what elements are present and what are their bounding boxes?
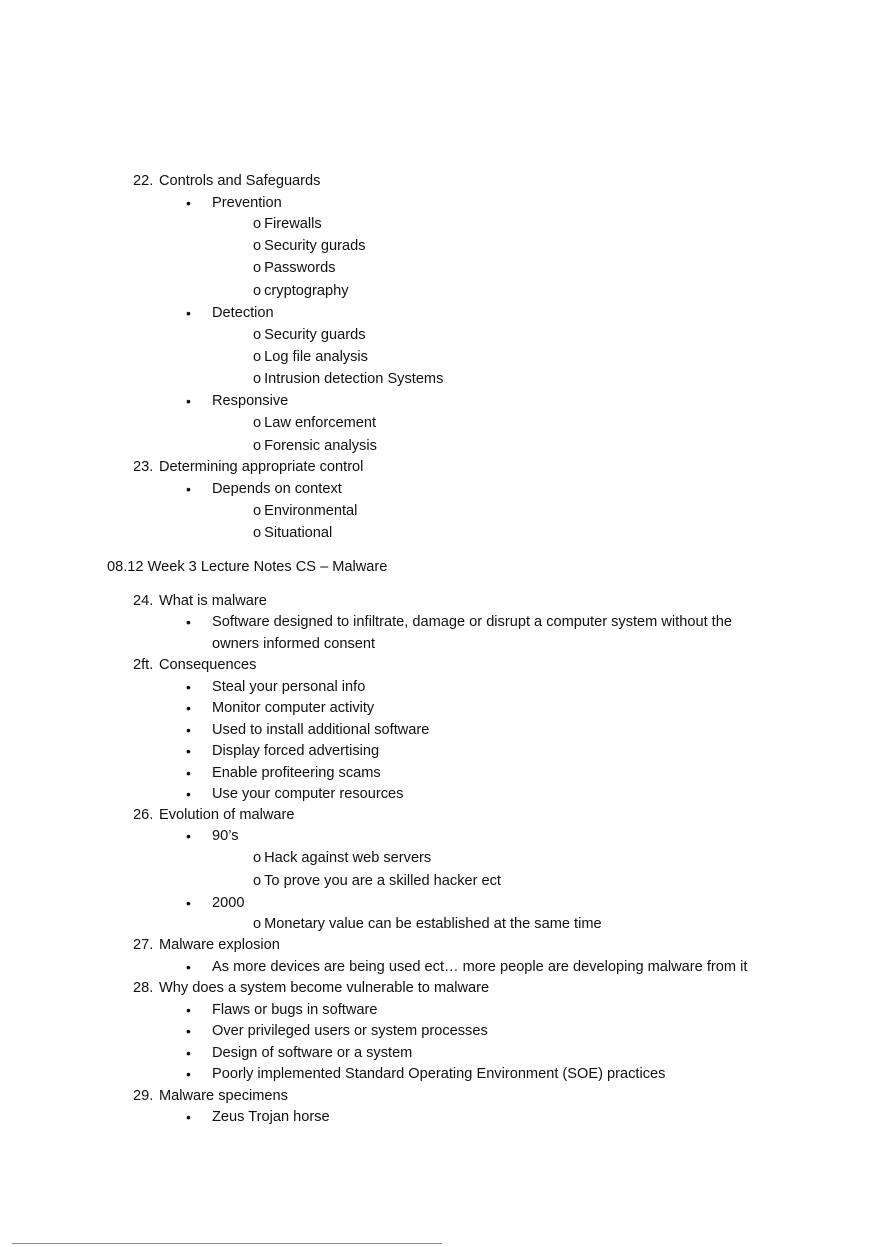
bullet-text-continued: owners informed consent xyxy=(212,636,376,652)
item-number: 29. xyxy=(133,1088,154,1104)
sub-item-text: Hack against web servers xyxy=(264,850,432,866)
sub-item xyxy=(253,214,322,234)
item-title: Malware explosion xyxy=(159,937,280,953)
sub-item-text: Forensic analysis xyxy=(264,438,377,454)
sub-item-text: Security guards xyxy=(264,327,366,343)
circle-bullet-icon: o xyxy=(253,850,262,866)
bullet-text: Use your computer resources xyxy=(212,786,404,802)
circle-bullet-icon: o xyxy=(253,371,262,387)
bullet-icon: • xyxy=(186,195,191,211)
circle-bullet-icon: o xyxy=(253,415,262,431)
item-number: 23. xyxy=(133,459,154,475)
circle-bullet-icon: o xyxy=(253,525,262,541)
sub-item xyxy=(253,281,349,301)
sub-item xyxy=(253,914,602,934)
sub-item xyxy=(253,523,332,543)
bullet-icon: • xyxy=(186,786,191,802)
bullet-icon: • xyxy=(186,959,191,975)
circle-bullet-icon: o xyxy=(253,216,262,232)
list-item-26 xyxy=(133,805,294,825)
circle-bullet-icon: o xyxy=(253,238,262,254)
sub-item xyxy=(253,258,336,278)
sub-item-text: Law enforcement xyxy=(264,415,377,431)
sub-item-text: To prove you are a skilled hacker ect xyxy=(264,873,501,889)
bullet-text: Display forced advertising xyxy=(212,743,380,759)
circle-bullet-icon: o xyxy=(253,438,262,454)
footer-divider xyxy=(12,1243,442,1244)
sub-item xyxy=(253,848,431,868)
bullet-text: Software designed to infiltrate, damage or disrupt a computer system without the xyxy=(212,614,732,630)
item-title: Malware specimens xyxy=(159,1088,288,1104)
bullet-icon: • xyxy=(186,743,191,759)
bullet-text: Flaws or bugs in software xyxy=(212,1002,378,1018)
bullet-context: Depends on context xyxy=(212,481,342,497)
bullet-prevention: Prevention xyxy=(212,195,282,211)
item-title: Evolution of malware xyxy=(159,807,295,823)
circle-bullet-icon: o xyxy=(253,503,262,519)
sub-item xyxy=(253,325,366,345)
bullet-icon: • xyxy=(186,1002,191,1018)
list-item-24 xyxy=(133,591,267,611)
bullet-responsive: Responsive xyxy=(212,393,289,409)
circle-bullet-icon: o xyxy=(253,327,262,343)
bullet-icon: • xyxy=(186,700,191,716)
bullet-icon: • xyxy=(186,614,191,630)
item-number: 27. xyxy=(133,937,154,953)
bullet-icon: • xyxy=(186,722,191,738)
circle-bullet-icon: o xyxy=(253,283,262,299)
circle-bullet-icon: o xyxy=(253,349,262,365)
sub-item-text: Situational xyxy=(264,525,333,541)
bullet-icon: • xyxy=(186,1066,191,1082)
item-number: 26. xyxy=(133,807,154,823)
sub-item-text: Passwords xyxy=(264,260,336,276)
item-title: Consequences xyxy=(159,657,257,673)
bullet-text: 90’s xyxy=(212,828,239,844)
list-item-22 xyxy=(133,171,320,191)
sub-item-text: cryptography xyxy=(264,283,349,299)
item-title: What is malware xyxy=(159,593,267,609)
bullet-text: Poorly implemented Standard Operating Environment (SOE) practices xyxy=(212,1066,666,1082)
list-item-23 xyxy=(133,457,363,477)
sub-item-text: Firewalls xyxy=(264,216,322,232)
bullet-icon: • xyxy=(186,679,191,695)
bullet-icon: • xyxy=(186,1109,191,1125)
sub-item-text: Intrusion detection Systems xyxy=(264,371,444,387)
sub-item xyxy=(253,347,368,367)
item-title: Determining appropriate control xyxy=(159,459,364,475)
list-item-29 xyxy=(133,1086,288,1106)
bullet-text: Steal your personal info xyxy=(212,679,366,695)
item-number: 22. xyxy=(133,173,154,189)
list-item-27 xyxy=(133,935,280,955)
section-heading: 08.12 Week 3 Lecture Notes CS – Malware xyxy=(107,559,388,575)
bullet-detection: Detection xyxy=(212,305,274,321)
sub-item xyxy=(253,369,443,389)
sub-item xyxy=(253,436,377,456)
sub-item-text: Monetary value can be established at the same time xyxy=(264,916,602,932)
sub-item xyxy=(253,871,501,891)
item-title: Why does a system become vulnerable to malware xyxy=(159,980,490,996)
bullet-icon: • xyxy=(186,765,191,781)
sub-item xyxy=(253,236,366,256)
list-item-25 xyxy=(133,655,256,675)
bullet-text: As more devices are being used ect… more people are developing malware from it xyxy=(212,959,748,975)
sub-item xyxy=(253,413,376,433)
bullet-text: Enable profiteering scams xyxy=(212,765,381,781)
item-title: Controls and Safeguards xyxy=(159,173,321,189)
bullet-icon: • xyxy=(186,305,191,321)
circle-bullet-icon: o xyxy=(253,873,262,889)
bullet-icon: • xyxy=(186,481,191,497)
bullet-text: Monitor computer activity xyxy=(212,700,375,716)
bullet-text: Design of software or a system xyxy=(212,1045,413,1061)
circle-bullet-icon: o xyxy=(253,260,262,276)
sub-item xyxy=(253,501,357,521)
bullet-icon: • xyxy=(186,1045,191,1061)
bullet-icon: • xyxy=(186,895,191,911)
sub-item-text: Security gurads xyxy=(264,238,366,254)
bullet-icon: • xyxy=(186,828,191,844)
bullet-icon: • xyxy=(186,393,191,409)
item-number: 28. xyxy=(133,980,154,996)
item-number: 24. xyxy=(133,593,154,609)
bullet-text: Used to install additional software xyxy=(212,722,430,738)
list-item-28 xyxy=(133,978,489,998)
bullet-text: Over privileged users or system processes xyxy=(212,1023,488,1039)
item-number: 2ft. xyxy=(133,657,154,673)
bullet-text: 2000 xyxy=(212,895,245,911)
sub-item-text: Log file analysis xyxy=(264,349,368,365)
circle-bullet-icon: o xyxy=(253,916,262,932)
sub-item-text: Environmental xyxy=(264,503,358,519)
bullet-text: Zeus Trojan horse xyxy=(212,1109,330,1125)
bullet-icon: • xyxy=(186,1023,191,1039)
